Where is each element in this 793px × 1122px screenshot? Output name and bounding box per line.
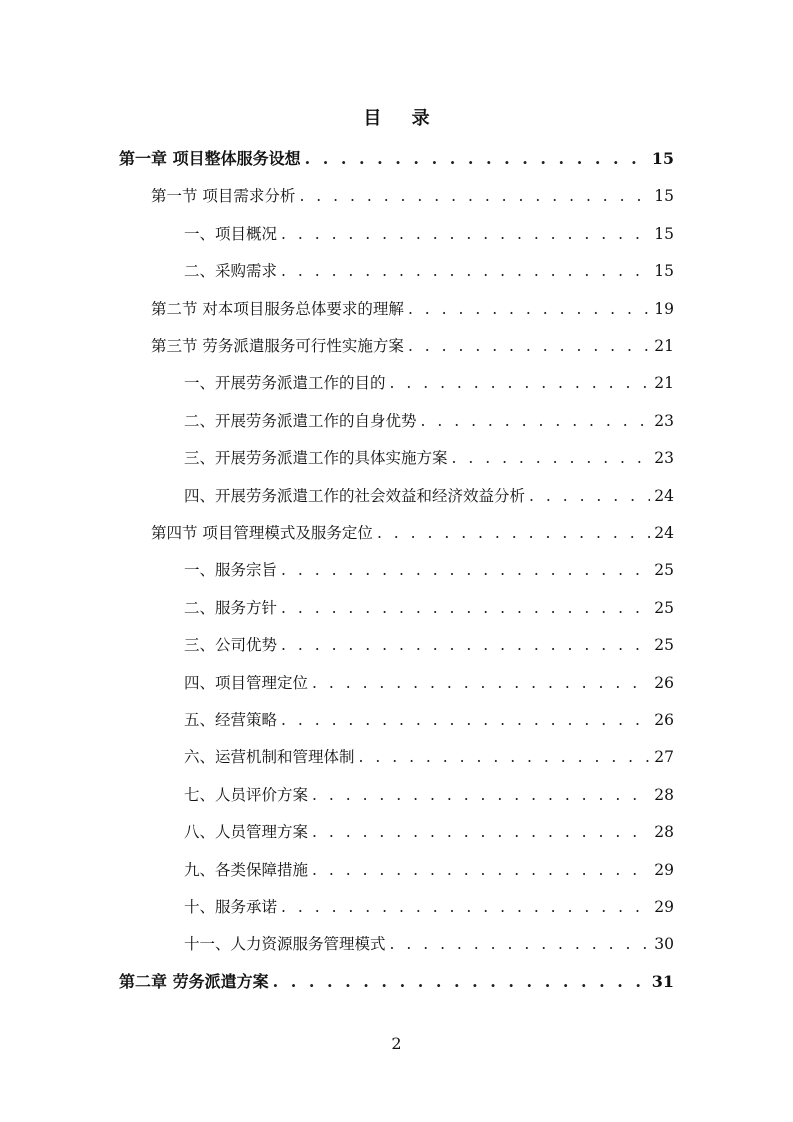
toc-entry-page: 26 [654,711,674,729]
toc-entry-label: 第三节 劳务派遣服务可行性实施方案 [151,337,404,355]
toc-entry-page: 27 [654,748,674,767]
toc-entry-label: 四、项目管理定位 [184,673,309,692]
toc-entry[interactable] [184,485,674,507]
toc-entry-page: 15 [651,149,674,168]
toc-entry-page: 25 [654,598,674,617]
toc-entry[interactable] [184,784,674,806]
toc-entry-label: 八、人员管理方案 [184,823,309,842]
toc-entry-label: 七、人员评价方案 [184,785,309,804]
toc-leader-dots [408,335,650,357]
toc-entry[interactable] [184,933,674,955]
toc-entry-label: 一、项目概况 [184,224,278,243]
toc-entry-label: 三、公司优势 [184,636,278,655]
toc-entry-label: 第四节 项目管理模式及服务定位 [151,524,373,542]
toc-leader-dots [312,859,650,881]
toc-entry-label: 十一、人力资源服务管理模式 [184,935,386,954]
toc-entry-page: 29 [654,898,674,916]
toc-entry-label: 十、服务承诺 [184,898,278,916]
toc-leader-dots [390,372,650,394]
toc-entry-page: 21 [654,337,674,355]
toc-leader-dots [281,709,650,731]
toc-leader-dots [312,784,650,806]
toc-entry[interactable] [151,185,674,207]
toc-entry[interactable] [184,672,674,694]
toc-entry-label: 第二章 劳务派遣方案 [119,971,269,991]
toc-entry[interactable] [184,859,674,881]
toc-leader-dots [390,933,650,955]
toc-entry[interactable] [119,971,674,993]
toc-entry-label: 第一章 项目整体服务设想 [119,149,301,168]
toc-leader-dots [377,522,650,544]
toc-entry-page: 15 [654,262,674,281]
toc-leader-dots [529,485,650,507]
toc-leader-dots [299,185,650,207]
toc-entry-page: 25 [654,636,674,655]
toc-entry-page: 28 [654,785,674,804]
toc-leader-dots [281,559,650,581]
toc-title: 目 录 [363,108,442,129]
toc-entry-page: 21 [654,374,674,393]
toc-entry-page: 15 [654,224,674,243]
toc-entry[interactable] [184,746,674,768]
toc-leader-dots [408,298,650,320]
toc-entry-page: 31 [651,971,674,991]
toc-entry-page: 25 [654,561,674,580]
toc-entry-label: 五、经营策略 [184,711,278,729]
toc-entry-page: 15 [654,187,674,206]
toc-entry[interactable] [119,148,674,170]
toc-entry-page: 23 [654,411,674,430]
toc-entry[interactable] [151,522,674,544]
toc-entry[interactable] [184,821,674,843]
toc-entry-label: 六、运营机制和管理体制 [184,748,355,767]
toc-entry[interactable] [184,634,674,656]
toc-entry-label: 三、开展劳务派遣工作的具体实施方案 [184,449,448,468]
toc-entry-page: 28 [654,823,674,842]
toc-entry-label: 九、各类保障措施 [184,860,309,879]
toc-entry[interactable] [184,260,674,282]
toc-leader-dots [281,260,650,282]
toc-entry-label: 二、开展劳务派遣工作的自身优势 [184,411,417,430]
toc-leader-dots [273,971,648,993]
toc-entry-label: 二、服务方针 [184,598,278,617]
toc-entry-page: 23 [654,449,674,468]
toc-entry-label: 一、服务宗旨 [184,561,278,580]
toc-leader-dots [281,223,650,245]
toc-entry-page: 19 [654,299,674,318]
toc-leader-dots [312,821,650,843]
toc-entry-page: 24 [654,486,674,505]
toc-entry-page: 26 [654,673,674,692]
toc-entry[interactable] [184,372,674,394]
toc-entry-page: 29 [654,860,674,879]
toc-leader-dots [305,148,648,170]
toc-entry[interactable] [184,223,674,245]
toc-entry-label: 四、开展劳务派遣工作的社会效益和经济效益分析 [184,486,526,505]
toc-entry[interactable] [184,410,674,432]
toc-entry-page: 24 [654,524,674,542]
toc-entry-label: 第一节 项目需求分析 [151,187,296,206]
toc-entry-label: 一、开展劳务派遣工作的目的 [184,374,386,393]
toc-entry[interactable] [184,709,674,731]
toc-leader-dots [281,597,650,619]
toc-entry-page: 30 [654,935,674,954]
toc-entry[interactable] [184,896,674,918]
toc-leader-dots [452,447,650,469]
toc-entry-label: 第二节 对本项目服务总体要求的理解 [151,299,404,318]
toc-entry[interactable] [151,335,674,357]
toc-entry[interactable] [184,597,674,619]
toc-entry-label: 二、采购需求 [184,262,278,281]
page-number: 2 [391,1034,402,1053]
toc-entry[interactable] [184,447,674,469]
toc-leader-dots [281,896,650,918]
toc-leader-dots [421,410,650,432]
toc-entry[interactable] [184,559,674,581]
toc-entry[interactable] [151,298,674,320]
toc-leader-dots [312,672,650,694]
toc-leader-dots [281,634,650,656]
toc-leader-dots [359,746,650,768]
